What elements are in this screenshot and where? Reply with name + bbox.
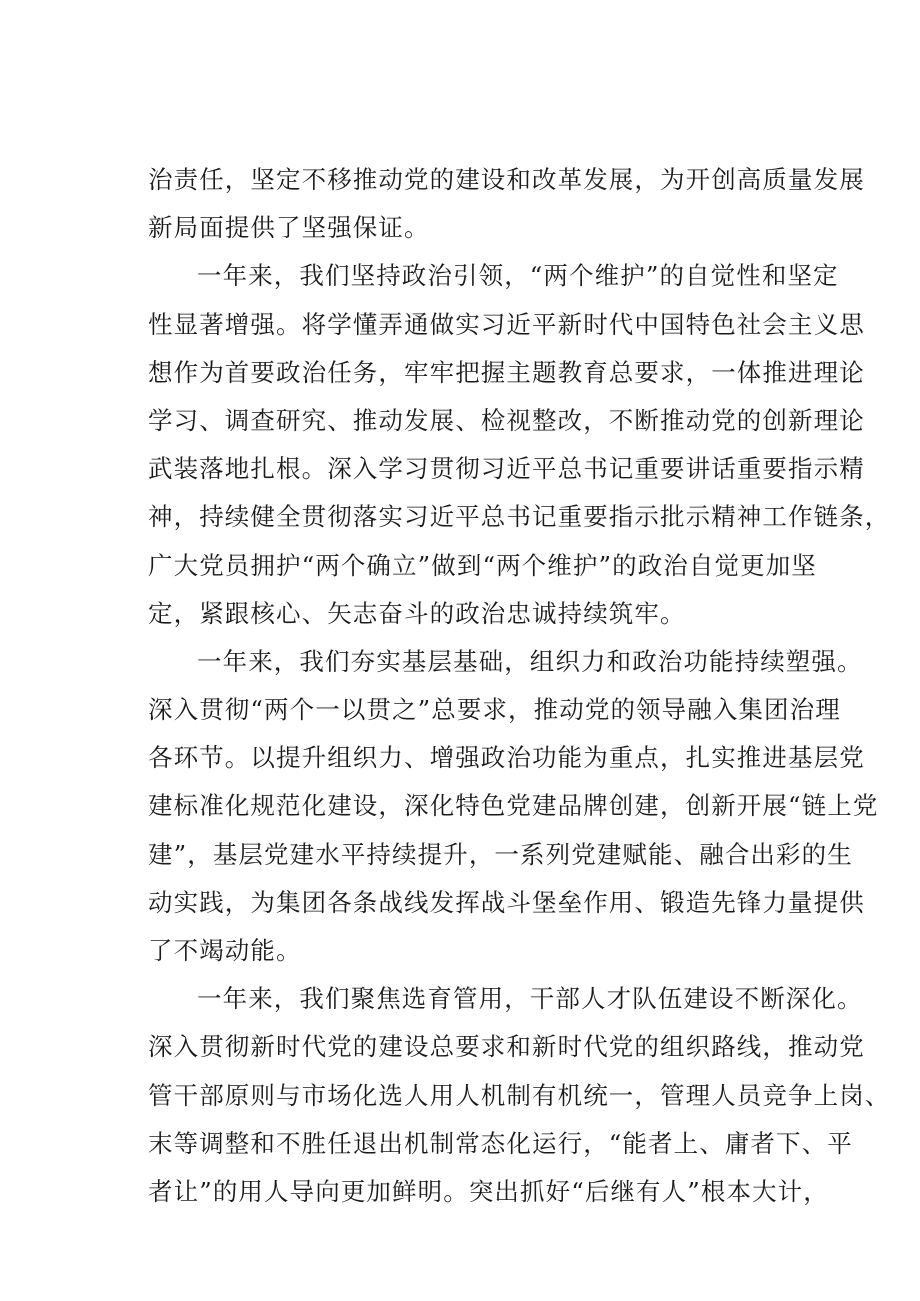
text-line: 新局面提供了坚强保证。 (148, 213, 430, 243)
text-line: 各环节。以提升组织力、增强政治功能为重点，扎实推进基层党 (148, 743, 865, 773)
text-line: 神，持续健全贯彻落实习近平总书记重要指示批示精神工作链条， (148, 502, 891, 532)
text-line: 深入贯彻“两个一以贯之”总要求，推动党的领导融入集团治理 (148, 695, 841, 725)
body-text (148, 156, 891, 1216)
text-line: 学习、调查研究、推动发展、检视整改，不断推动党的创新理论 (148, 405, 865, 435)
text-line: 了不竭动能。 (148, 936, 302, 965)
text-line: 管干部原则与市场化选人用人机制有机统一，管理人员竞争上岗、 (148, 1080, 891, 1110)
text-line: 治责任，坚定不移推动党的建设和改革发展，为开创高质量发展 (148, 165, 865, 194)
text-line: 建标准化规范化建设，深化特色党建品牌创建，创新开展“链上党 (148, 791, 879, 821)
text-line: 定，紧跟核心、矢志奋斗的政治忠诚持续筑牢。 (148, 598, 686, 628)
paragraph-first-line: 一年来，我们坚持政治引领，“两个维护”的自觉性和坚定 (197, 261, 839, 291)
text-line: 广大党员拥护“两个确立”做到“两个维护”的政治自觉更加坚 (148, 550, 817, 580)
text-line: 末等调整和不胜任退出机制常态化运行，“能者上、庸者下、平 (148, 1128, 853, 1158)
text-line: 建”，基层党建水平持续提升，一系列党建赋能、融合出彩的生 (148, 839, 853, 869)
text-line: 深入贯彻新时代党的建设总要求和新时代党的组织路线，推动党 (148, 1032, 865, 1062)
paragraph-first-line: 一年来，我们夯实基层基础，组织力和政治功能持续塑强。 (197, 646, 863, 676)
text-line: 性显著增强。将学懂弄通做实习近平新时代中国特色社会主义思 (148, 309, 865, 339)
text-line: 武装落地扎根。深入学习贯彻习近平总书记重要讲话重要指示精 (148, 454, 865, 484)
text-line: 动实践，为集团各条战线发挥战斗堡垒作用、锻造先锋力量提供 (148, 887, 865, 917)
text-line: 者让”的用人导向更加鲜明。突出抓好“后继有人”根本大计， (148, 1176, 829, 1206)
text-line: 想作为首要政治任务，牢牢把握主题教育总要求，一体推进理论 (148, 357, 865, 387)
paragraph-first-line: 一年来，我们聚焦选育管用，干部人才队伍建设不断深化。 (197, 984, 863, 1014)
